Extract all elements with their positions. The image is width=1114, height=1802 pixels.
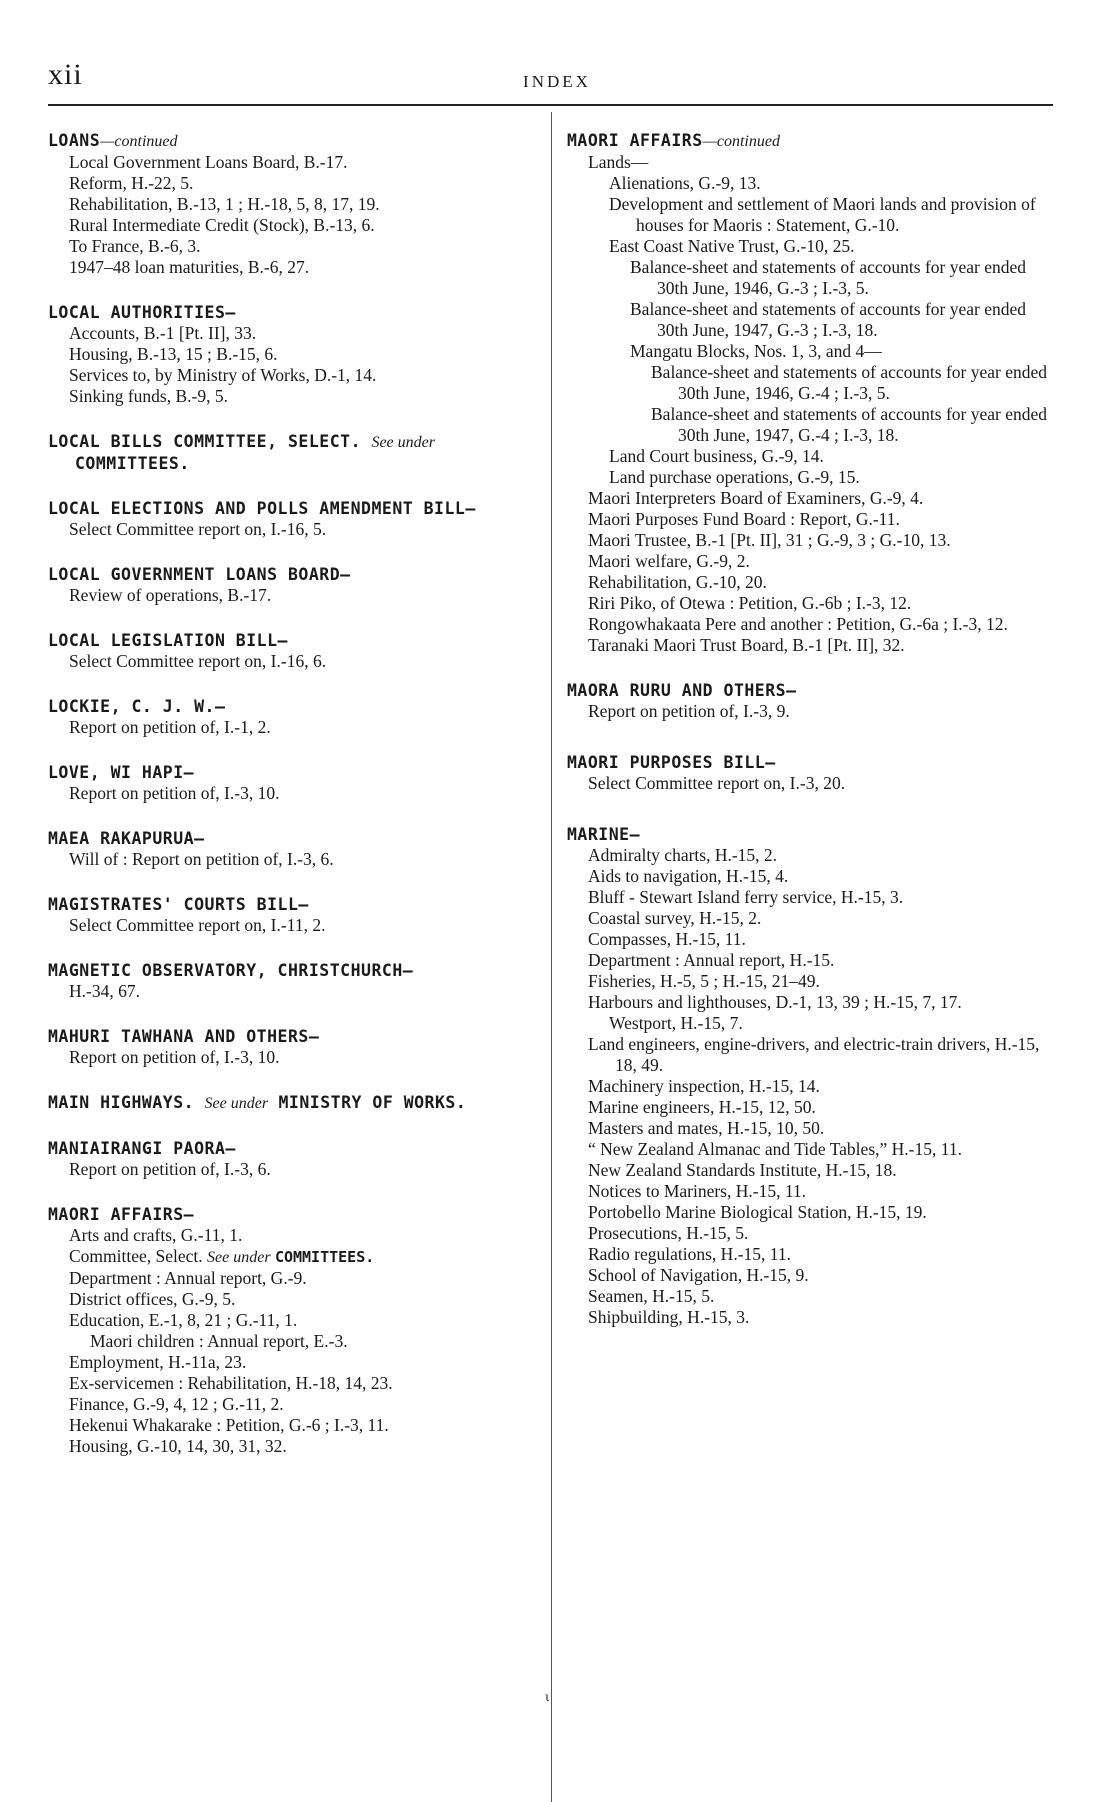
- subentry: Report on petition of, I.-3, 10.: [69, 783, 280, 803]
- subentry: Hekenui Whakarake : Petition, G.-6 ; I.-3, 11.: [69, 1415, 389, 1435]
- subentry: Aids to navigation, H.-15, 4.: [588, 866, 789, 886]
- entry-heading: MAGISTRATES' COURTS BILL—: [48, 895, 309, 914]
- subentry: H.-34, 67.: [69, 981, 140, 1001]
- entry-heading: LOCAL GOVERNMENT LOANS BOARD—: [48, 565, 351, 584]
- subentry: Shipbuilding, H.-15, 3.: [588, 1307, 750, 1327]
- subentry: Report on petition of, I.-3, 6.: [69, 1159, 271, 1179]
- subentry: Rural Intermediate Credit (Stock), B.-13, 6.: [69, 215, 375, 235]
- subentry: Housing, G.-10, 14, 30, 31, 32.: [69, 1436, 287, 1456]
- subentry: Maori Interpreters Board of Examiners, G.-9, 4.: [588, 488, 924, 508]
- subentry: Report on petition of, I.-3, 9.: [588, 701, 790, 721]
- subentry: Harbours and lighthouses, D.-1, 13, 39 ; H.-15, 7, 17.: [588, 992, 962, 1012]
- index-entry-lockie: [48, 696, 536, 738]
- subentry: Lands—: [588, 152, 649, 172]
- subentry: Taranaki Maori Trust Board, B.-1 [Pt. II], 32.: [588, 635, 905, 655]
- index-entry-maea: [48, 828, 536, 870]
- subentry: Maori Purposes Fund Board : Report, G.-11.: [588, 509, 900, 529]
- entry-heading: MAORI PURPOSES BILL—: [567, 753, 776, 772]
- index-entry-local-government-loans-board: [48, 564, 536, 606]
- subentry: Select Committee report on, I.-11, 2.: [69, 915, 326, 935]
- subentry: Services to, by Ministry of Works, D.-1, 14.: [69, 365, 377, 385]
- subentry-nested: Mangatu Blocks, Nos. 1, 3, and 4—: [630, 341, 882, 361]
- index-entry-marine: [567, 824, 1057, 1328]
- subentry: Employment, H.-11a, 23.: [69, 1352, 247, 1372]
- subentry-nested: Maori children : Annual report, E.-3.: [90, 1331, 348, 1351]
- entry-heading: MAORI AFFAIRS—: [48, 1205, 195, 1224]
- index-entry-magnetic-observatory: [48, 960, 536, 1002]
- subentry: Portobello Marine Biological Station, H.-15, 19.: [588, 1202, 927, 1222]
- subentry-nested: Land Court business, G.-9, 14.: [609, 446, 824, 466]
- subentry: Will of : Report on petition of, I.-3, 6.: [69, 849, 334, 869]
- subentry: Finance, G.-9, 4, 12 ; G.-11, 2.: [69, 1394, 284, 1414]
- subentry: Report on petition of, I.-1, 2.: [69, 717, 271, 737]
- subentry: Reform, H.-22, 5.: [69, 173, 194, 193]
- subentry: Report on petition of, I.-3, 10.: [69, 1047, 280, 1067]
- subentry: Riri Piko, of Otewa : Petition, G.-6b ; I.-3, 12.: [588, 593, 912, 613]
- subentry: Rehabilitation, G.-10, 20.: [588, 572, 767, 592]
- subentry-nested: Westport, H.-15, 7.: [609, 1013, 743, 1033]
- subentry-nested: Balance-sheet and statements of accounts for year ended 30th June, 1946, G.-4 ; I.-3, 5.: [651, 362, 1048, 403]
- footer-mark: ι: [545, 1690, 550, 1704]
- subentry-nested: East Coast Native Trust, G.-10, 25.: [609, 236, 855, 256]
- subentry: District offices, G.-9, 5.: [69, 1289, 236, 1309]
- entry-heading: LOCAL ELECTIONS AND POLLS AMENDMENT BILL—: [48, 499, 476, 518]
- subentry: Committee, Select. See under COMMITTEES.: [69, 1246, 375, 1266]
- subentry: Notices to Mariners, H.-15, 11.: [588, 1181, 807, 1201]
- subentry: Masters and mates, H.-15, 10, 50.: [588, 1118, 825, 1138]
- subentry: Department : Annual report, G.-9.: [69, 1268, 307, 1288]
- subentry: Fisheries, H.-5, 5 ; H.-15, 21–49.: [588, 971, 820, 991]
- index-entry-maori-affairs: [48, 1204, 536, 1457]
- page-title: INDEX: [523, 72, 591, 91]
- subentry-nested: Land purchase operations, G.-9, 15.: [609, 467, 860, 487]
- subentry-nested: Development and settlement of Maori lands and provision of houses for Maoris : Statement, G.-10.: [609, 194, 1036, 235]
- entry-heading: MAORA RURU AND OTHERS—: [567, 681, 797, 700]
- subentry: Seamen, H.-15, 5.: [588, 1286, 715, 1306]
- subentry-nested: Balance-sheet and statements of accounts for year ended 30th June, 1946, G.-3 ; I.-3, 5.: [630, 257, 1027, 298]
- subentry: Ex-servicemen : Rehabilitation, H.-18, 14, 23.: [69, 1373, 393, 1393]
- index-entry-magistrates: [48, 894, 536, 936]
- page-number: xii: [48, 58, 83, 91]
- subentry: Coastal survey, H.-15, 2.: [588, 908, 762, 928]
- subentry: Local Government Loans Board, B.-17.: [69, 152, 348, 172]
- subentry: Compasses, H.-15, 11.: [588, 929, 746, 949]
- subentry-nested: Alienations, G.-9, 13.: [609, 173, 761, 193]
- index-entry-mahuri: [48, 1026, 536, 1068]
- index-entry-local-elections: [48, 498, 536, 540]
- left-column: [48, 130, 536, 1481]
- entry-heading: MANIAIRANGI PAORA—: [48, 1139, 236, 1158]
- entry-heading: MAIN HIGHWAYS. See under MINISTRY OF WORKS.: [48, 1093, 467, 1112]
- index-entry-maori-affairs-continued: [567, 130, 1057, 656]
- index-entry-love: [48, 762, 536, 804]
- subentry: Select Committee report on, I.-16, 5.: [69, 519, 327, 539]
- page-header: [0, 0, 1114, 110]
- subentry: Bluff - Stewart Island ferry service, H.-15, 3.: [588, 887, 904, 907]
- index-entry-maori-purposes-bill: [567, 752, 1057, 794]
- subentry: Machinery inspection, H.-15, 14.: [588, 1076, 820, 1096]
- subentry: Sinking funds, B.-9, 5.: [69, 386, 228, 406]
- subentry: Rongowhakaata Pere and another : Petition, G.-6a ; I.-3, 12.: [588, 614, 1008, 634]
- subentry: Admiralty charts, H.-15, 2.: [588, 845, 778, 865]
- subentry: Select Committee report on, I.-3, 20.: [588, 773, 846, 793]
- subentry: Rehabilitation, B.-13, 1 ; H.-18, 5, 8, 17, 19.: [69, 194, 380, 214]
- entry-heading: MAORI AFFAIRS—continued: [567, 131, 780, 150]
- subentry: Land engineers, engine-drivers, and electric-train drivers, H.-15, 18, 49.: [588, 1034, 1040, 1075]
- index-entry-local-bills-committee: [48, 431, 536, 474]
- entry-heading: LOVE, WI HAPI—: [48, 763, 195, 782]
- subentry: Arts and crafts, G.-11, 1.: [69, 1225, 243, 1245]
- entry-heading: MAGNETIC OBSERVATORY, CHRISTCHURCH—: [48, 961, 414, 980]
- right-column: [567, 130, 1057, 1352]
- column-divider: [551, 112, 552, 1802]
- index-entry-maniairangi: [48, 1138, 536, 1180]
- entry-heading: LOCAL AUTHORITIES—: [48, 303, 236, 322]
- index-entry-loans: [48, 130, 536, 278]
- subentry: Marine engineers, H.-15, 12, 50.: [588, 1097, 816, 1117]
- subentry: Review of operations, B.-17.: [69, 585, 272, 605]
- entry-heading: MAHURI TAWHANA AND OTHERS—: [48, 1027, 320, 1046]
- index-entry-main-highways: [48, 1092, 536, 1114]
- subentry: Maori Trustee, B.-1 [Pt. II], 31 ; G.-9, 3 ; G.-10, 13.: [588, 530, 951, 550]
- subentry: Education, E.-1, 8, 21 ; G.-11, 1.: [69, 1310, 298, 1330]
- subentry: Radio regulations, H.-15, 11.: [588, 1244, 792, 1264]
- index-entry-local-authorities: [48, 302, 536, 407]
- entry-heading: LOCAL LEGISLATION BILL—: [48, 631, 288, 650]
- subentry-nested: Balance-sheet and statements of accounts for year ended 30th June, 1947, G.-4 ; I.-3, 18.: [651, 404, 1048, 445]
- subentry: School of Navigation, H.-15, 9.: [588, 1265, 809, 1285]
- entry-heading: LOCKIE, C. J. W.—: [48, 697, 226, 716]
- subentry: Housing, B.-13, 15 ; B.-15, 6.: [69, 344, 278, 364]
- subentry: Department : Annual report, H.-15.: [588, 950, 835, 970]
- subentry: Accounts, B.-1 [Pt. II], 33.: [69, 323, 257, 343]
- entry-heading: MAEA RAKAPURUA—: [48, 829, 205, 848]
- index-entry-maora-ruru: [567, 680, 1057, 722]
- entry-heading: LOCAL BILLS COMMITTEE, SELECT. See under COMMITTEES.: [48, 432, 435, 473]
- subentry-nested: Balance-sheet and statements of accounts for year ended 30th June, 1947, G.-3 ; I.-3, 18.: [630, 299, 1027, 340]
- subentry: 1947–48 loan maturities, B.-6, 27.: [69, 257, 310, 277]
- subentry: Prosecutions, H.-15, 5.: [588, 1223, 749, 1243]
- header-rule: [48, 104, 1053, 106]
- subentry: “ New Zealand Almanac and Tide Tables,” H.-15, 11.: [588, 1139, 962, 1159]
- subentry: New Zealand Standards Institute, H.-15, 18.: [588, 1160, 897, 1180]
- subentry: Maori welfare, G.-9, 2.: [588, 551, 750, 571]
- index-entry-local-legislation: [48, 630, 536, 672]
- subentry: Select Committee report on, I.-16, 6.: [69, 651, 327, 671]
- entry-heading: MARINE—: [567, 825, 641, 844]
- subentry: To France, B.-6, 3.: [69, 236, 201, 256]
- entry-heading: LOANS—continued: [48, 131, 178, 150]
